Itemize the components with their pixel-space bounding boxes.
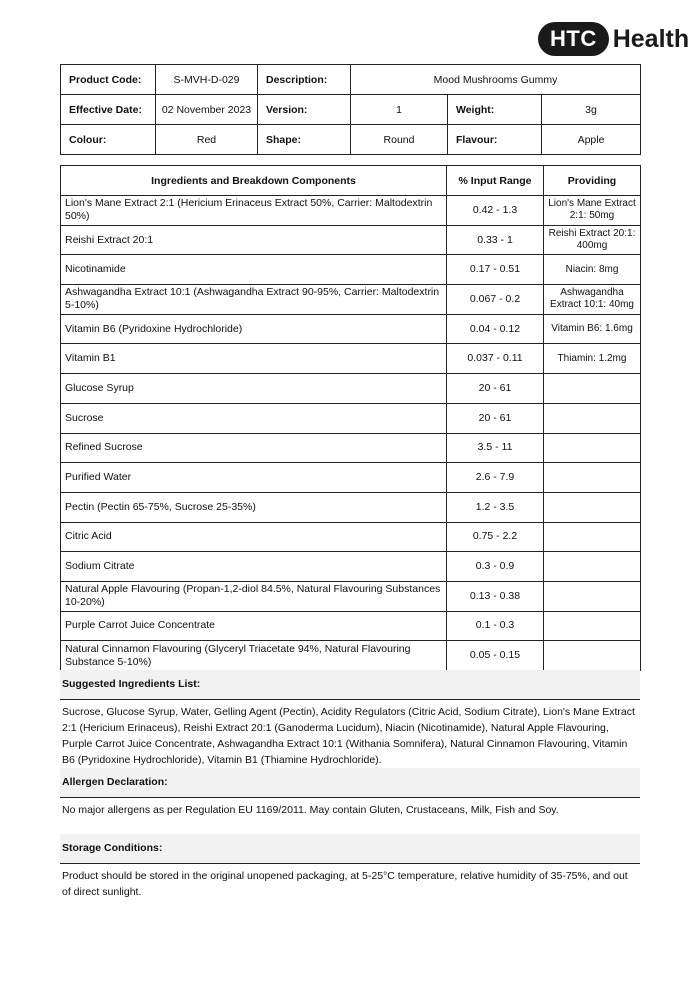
ingredient-row [61,581,641,611]
ingredient-providing [544,492,641,522]
ingredient-range: 0.42 - 1.3 [447,196,544,226]
allergen-section [60,768,640,818]
ingredient-providing: Lion's Mane Extract 2:1: 50mg [544,196,641,226]
version-label: Version: [258,95,351,125]
ingredient-range: 0.067 - 0.2 [447,285,544,315]
product-code-label: Product Code: [61,65,156,95]
allergen-title: Allergen Declaration: [60,768,640,798]
suggested-ingredients-text: Sucrose, Glucose Syrup, Water, Gelling Agent (Pectin), Acidity Regulators (Citric Acid, Sodium Citrate), Lion's Mane Extract 2:1 (Hericium Erinaceus), Reishi Extract 20:1 (Ganoderma Lucidum), Niacin (Nicotinamide), Natural Apple Flavouring, Purple Carrot Juice Concentrate, Ashwagandha Extract 10:1 (Withania Somnifera), Natural Cinnamon Flavouring, Vitamin B6 (Pyridoxine Hydrochloride), Vitamin B1 (Thiamine Hydrochloride). [62,706,635,766]
ingredient-range: 0.33 - 1 [447,225,544,255]
ingredient-name: Ashwagandha Extract 10:1 (Ashwagandha Extract 90-95%, Carrier: Maltodextrin 5-10%) [61,285,447,315]
ingredient-range: 0.037 - 0.11 [447,344,544,374]
ingredient-providing [544,611,641,641]
spec-row [61,65,641,95]
ingredient-row [61,522,641,552]
ingredient-range: 2.6 - 7.9 [447,463,544,493]
ingredient-name: Purple Carrot Juice Concentrate [61,611,447,641]
input-range-header: % Input Range [447,166,544,196]
ingredient-providing [544,433,641,463]
ingredients-header-row [61,166,641,196]
ingredient-range: 0.1 - 0.3 [447,611,544,641]
storage-title: Storage Conditions: [60,834,640,864]
ingredient-providing [544,463,641,493]
ingredient-range: 0.75 - 2.2 [447,522,544,552]
ingredient-row [61,492,641,522]
flavour-value: Apple [542,125,641,155]
storage-section [60,834,640,900]
ingredient-row [61,433,641,463]
ingredient-range: 20 - 61 [447,374,544,404]
ingredient-name: Reishi Extract 20:1 [61,225,447,255]
shape-value: Round [351,125,448,155]
ingredient-name: Sodium Citrate [61,552,447,582]
ingredient-providing: Reishi Extract 20:1: 400mg [544,225,641,255]
suggested-ingredients-title: Suggested Ingredients List: [60,670,640,700]
ingredient-name: Pectin (Pectin 65-75%, Sucrose 25-35%) [61,492,447,522]
ingredient-name: Glucose Syrup [61,374,447,404]
providing-header: Providing [544,166,641,196]
ingredient-range: 0.13 - 0.38 [447,581,544,611]
weight-label: Weight: [448,95,542,125]
ingredient-row [61,344,641,374]
ingredient-name: Purified Water [61,463,447,493]
ingredient-providing [544,522,641,552]
ingredient-name: Refined Sucrose [61,433,447,463]
product-spec-table [60,64,641,155]
flavour-label: Flavour: [448,125,542,155]
ingredient-name: Vitamin B6 (Pyridoxine Hydrochloride) [61,314,447,344]
ingredient-range: 0.17 - 0.51 [447,255,544,285]
ingredient-range: 0.3 - 0.9 [447,552,544,582]
ingredient-row [61,255,641,285]
ingredient-providing [544,552,641,582]
ingredient-name: Natural Apple Flavouring (Propan-1,2-diol 84.5%, Natural Flavouring Substances 10-20%) [61,581,447,611]
shape-label: Shape: [258,125,351,155]
ingredient-name: Natural Cinnamon Flavouring (Glyceryl Triacetate 94%, Natural Flavouring Substance 5-10%) [61,641,447,671]
description-label: Description: [258,65,351,95]
ingredient-range: 0.05 - 0.15 [447,641,544,671]
ingredient-row [61,225,641,255]
ingredient-row [61,285,641,315]
effective-date-value: 02 November 2023 [156,95,258,125]
product-code-value: S-MVH-D-029 [156,65,258,95]
ingredient-range: 20 - 61 [447,403,544,433]
ingredient-providing: Vitamin B6: 1.6mg [544,314,641,344]
ingredient-row [61,314,641,344]
ingredient-name: Sucrose [61,403,447,433]
ingredient-row [61,463,641,493]
colour-value: Red [156,125,258,155]
ingredient-row [61,403,641,433]
ingredient-providing [544,641,641,671]
suggested-ingredients-section [60,670,640,768]
ingredient-providing [544,581,641,611]
ingredients-table [60,165,641,671]
ingredient-providing: Ashwagandha Extract 10:1: 40mg [544,285,641,315]
ingredient-row [61,552,641,582]
ingredients-header: Ingredients and Breakdown Components [61,166,447,196]
ingredient-providing [544,374,641,404]
ingredient-name: Citric Acid [61,522,447,552]
ingredient-name: Nicotinamide [61,255,447,285]
weight-value: 3g [542,95,641,125]
ingredient-range: 0.04 - 0.12 [447,314,544,344]
ingredient-name: Lion's Mane Extract 2:1 (Hericium Erinaceus Extract 50%, Carrier: Maltodextrin 50%) [61,196,447,226]
effective-date-label: Effective Date: [61,95,156,125]
description-value: Mood Mushrooms Gummy [351,65,641,95]
spec-row [61,95,641,125]
version-value: 1 [351,95,448,125]
storage-text: Product should be stored in the original unopened packaging, at 5-25°C temperature, relative humidity of 35-75%, and out of direct sunlight. [62,870,628,898]
ingredient-row [61,196,641,226]
ingredient-range: 1.2 - 3.5 [447,492,544,522]
ingredient-providing: Thiamin: 1.2mg [544,344,641,374]
ingredient-row [61,611,641,641]
ingredient-row [61,641,641,671]
spec-row [61,125,641,155]
ingredient-range: 3.5 - 11 [447,433,544,463]
colour-label: Colour: [61,125,156,155]
logo-pill: HTC [538,22,609,56]
htc-health-logo [538,22,689,56]
ingredient-providing: Niacin: 8mg [544,255,641,285]
ingredient-providing [544,403,641,433]
logo-text: Health [612,24,690,53]
ingredient-row [61,374,641,404]
allergen-text: No major allergens as per Regulation EU 1169/2011. May contain Gluten, Crustaceans, Milk, Fish and Soy. [62,804,559,816]
ingredient-name: Vitamin B1 [61,344,447,374]
